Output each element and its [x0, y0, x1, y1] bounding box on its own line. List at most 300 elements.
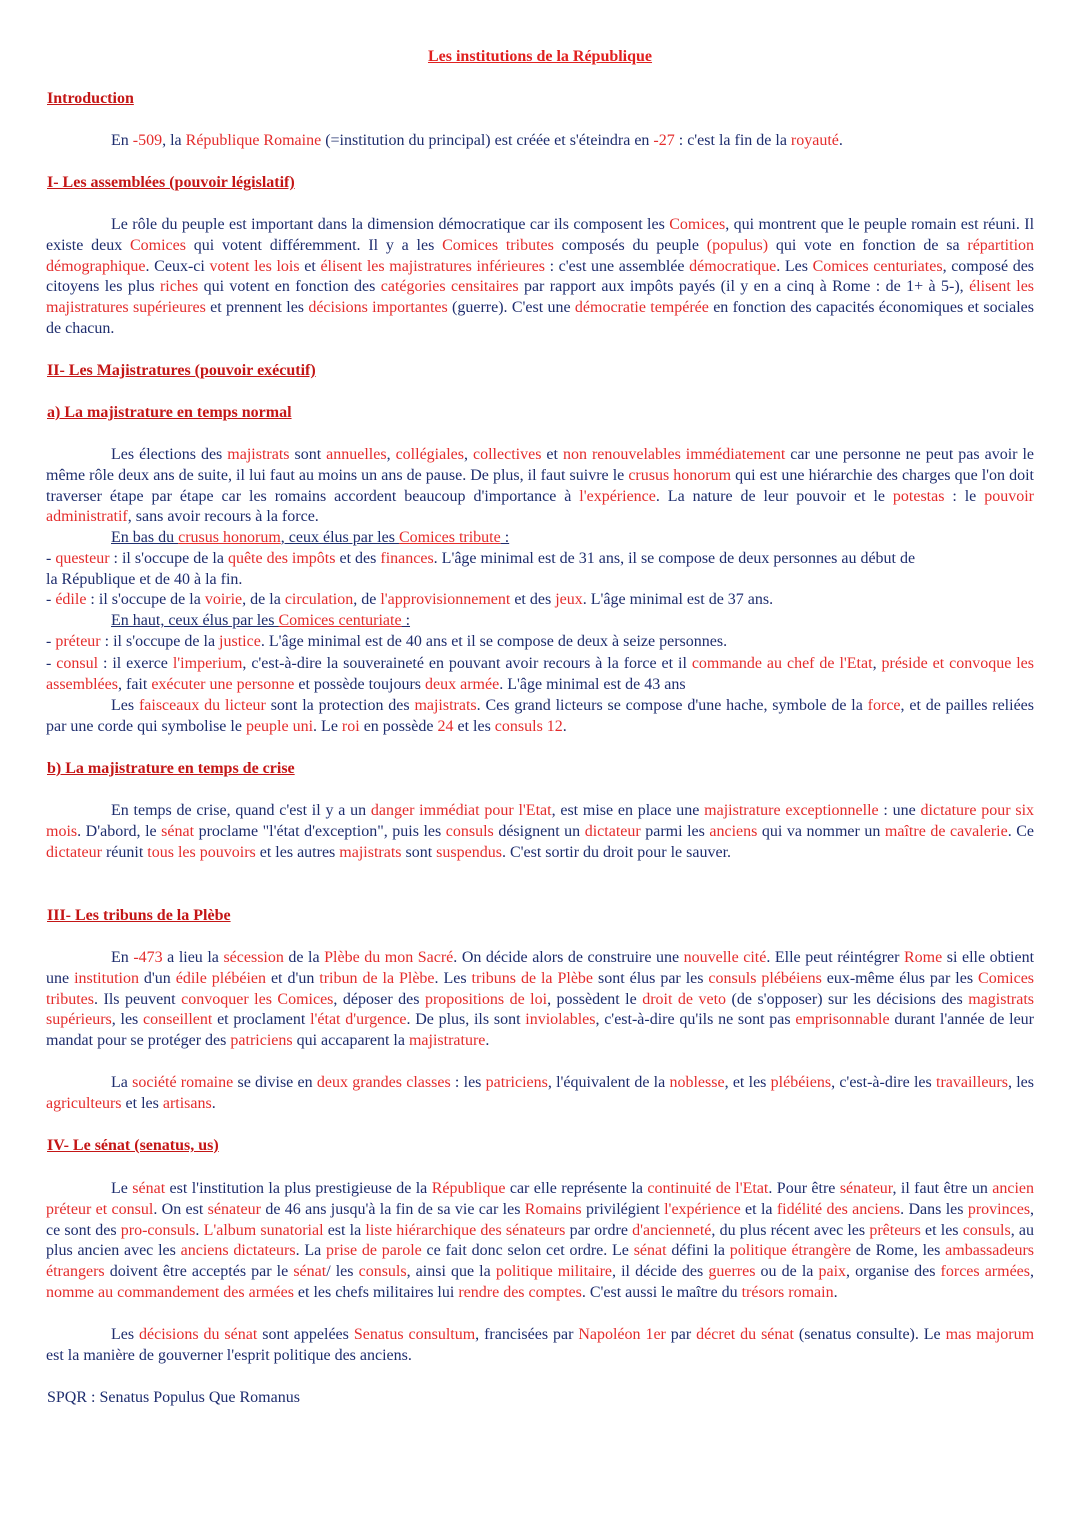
tribunes-paragraph [46, 948, 1034, 1052]
magistrature-normal-paragraph [46, 445, 1034, 528]
highlighted-term: l'approvisionnement [380, 591, 511, 609]
text-run: : c'est une assemblée [544, 257, 690, 275]
highlighted-term: pouvoir administratif [46, 487, 1034, 526]
highlighted-term: l'état d'urgence [310, 1011, 407, 1029]
text-run: de la [283, 949, 325, 966]
text-run: par [665, 1326, 697, 1343]
text-run: ce fait donc selon cet ordre. Le [421, 1242, 634, 1260]
highlighted-term: sénat [132, 1180, 166, 1197]
text-run: , les [1007, 1074, 1034, 1091]
text-run: , [872, 655, 882, 672]
highlighted-term: roi [341, 717, 360, 735]
text-run: et les chefs militaires lui [293, 1283, 459, 1301]
highlighted-term: quête des impôts [227, 549, 336, 567]
text-run: qui va nommer un [757, 822, 885, 840]
text-run: - [46, 591, 56, 609]
text-run: . D'abord, le [77, 822, 162, 840]
text-run: en fonction des capacités économiques et sociales de chacun. [46, 299, 1035, 337]
text-run: , ce sont des [46, 1200, 1035, 1239]
text-run: , composé des citoyens les plus [46, 257, 1035, 296]
highlighted-term: dictateur [584, 822, 641, 840]
highlighted-term: Senatus consultum [353, 1326, 476, 1343]
text-run: (=institution du principal) est créée et s'éteindra en [321, 132, 654, 149]
highlighted-term: consuls 12 [494, 717, 563, 735]
text-run: . C'est sortir du droit pour le sauver. [501, 843, 732, 861]
text-run: , au plus ancien avec les [46, 1221, 1034, 1260]
text-run: qui vote en fonction de sa [768, 236, 968, 254]
highlighted-term: noblesse [669, 1074, 725, 1091]
heading-tribunes: III- Les tribuns de la Plèbe [47, 907, 231, 924]
senate-paragraph [46, 1179, 1034, 1304]
highlighted-term: guerres [708, 1263, 756, 1281]
text-run: . On décide alors de construire une [453, 949, 684, 966]
text-run: , les [111, 1011, 144, 1029]
text-run: , du plus récent avec les [711, 1221, 870, 1239]
highlighted-term: l'expérience [579, 487, 656, 505]
highlighted-term: non renouvelables immédiatement [562, 446, 786, 463]
highlighted-term: Comices tributes [46, 969, 1035, 1008]
text-run: , est mise en place une [551, 802, 705, 819]
text-run: et des [510, 591, 556, 609]
text-run: , ainsi que la [406, 1263, 496, 1281]
text-run: . La nature de leur pouvoir et le [655, 487, 893, 505]
highlighted-term: société romaine [132, 1074, 234, 1091]
text-run: . [485, 1032, 490, 1050]
text-run: . Le [313, 717, 342, 735]
text-run: sont [401, 843, 437, 861]
text-run: ou de la [755, 1263, 819, 1281]
magistrature-crisis-paragraph [46, 801, 1034, 863]
text-run: En temps de crise, quand c'est il y a un [111, 802, 371, 819]
underlined-text: En bas du [111, 529, 179, 546]
highlighted-term: conseillent [143, 1011, 213, 1029]
text-run: . L'âge minimal est de 40 ans et il se compose de deux à seize personnes. [260, 632, 728, 650]
underlined-text: : [401, 612, 411, 630]
underlined-text: , ceux élus par les [280, 529, 399, 546]
highlighted-term: convoquer les Comices [181, 990, 334, 1008]
highlighted-term: Comices centuriates [812, 257, 943, 275]
text-run: de 46 ans jusqu'à la fin de sa vie car les [260, 1200, 525, 1218]
highlighted-term: sénateur [839, 1180, 893, 1197]
text-run: , qui montrent que le peuple romain est réuni. Il existe deux [46, 216, 1035, 254]
highlighted-term: Comices tributes [442, 236, 554, 254]
text-run: qui votent différemment. Il y a les [185, 236, 443, 254]
highlighted-term: -473 [133, 949, 163, 966]
text-run: : il s'occupe de la [109, 549, 228, 567]
highlighted-term: Plèbe du mon Sacré [324, 949, 454, 966]
text-run: , il décide des [612, 1263, 709, 1281]
highlighted-term: tribun de la Plèbe [319, 969, 435, 987]
text-run: a lieu la [162, 949, 224, 966]
highlighted-term: anciens [709, 822, 758, 840]
consul-paragraph [46, 654, 1034, 696]
text-run: , c'est-à-dire la souveraineté en pouvant avoir recours à la force et il [242, 655, 692, 672]
text-run: et proclament [212, 1011, 311, 1029]
highlighted-term: collectives [473, 446, 542, 463]
heading-senate: IV- Le sénat (senatus, us) [47, 1137, 219, 1154]
text-run: : il s'occupe de la [86, 591, 205, 609]
text-run: , fait [117, 675, 152, 693]
text-run: se divise en [233, 1074, 317, 1091]
highlighted-term: anciens dictateurs [180, 1242, 296, 1260]
highlighted-term: (populus) [706, 236, 769, 254]
highlighted-term: peuple uni [245, 717, 314, 735]
highlighted-term: préteur [55, 632, 101, 650]
text-run: En [111, 949, 134, 966]
heading-assemblies: I- Les assemblées (pouvoir législatif) [47, 174, 295, 191]
text-run: . Ces grand licteurs se compose d'une hache, symbole de la [476, 697, 868, 714]
text-run: En [111, 132, 133, 149]
highlighted-term: politique étrangère [729, 1242, 851, 1260]
highlighted-term: décret du sénat [696, 1326, 794, 1343]
highlighted-term: Comices [669, 216, 726, 233]
highlighted-term: L'album sunatorial [203, 1221, 324, 1239]
list-line [46, 632, 1034, 653]
highlighted-term: consuls [445, 822, 494, 840]
highlighted-term: exécuter une personne [151, 675, 295, 693]
highlighted-term: édile plébéien [175, 969, 266, 987]
text-run: . Les [776, 257, 813, 275]
underlined-text: : [500, 529, 510, 546]
text-run: car elle représente la [505, 1180, 648, 1197]
highlighted-term: tous les pouvoirs [147, 843, 256, 861]
text-run: durant l'année de leur mandat pour se protéger des [46, 1011, 1035, 1050]
highlighted-term: provinces [967, 1200, 1031, 1218]
highlighted-term: Comices centuriate [278, 612, 402, 630]
text-run: . L'âge minimal est de 37 ans. [582, 591, 774, 609]
highlighted-term: consuls plébéiens [708, 969, 822, 987]
text-run: et [299, 257, 321, 275]
text-run: . On est [153, 1200, 208, 1218]
highlighted-term: consuls [358, 1263, 407, 1281]
highlighted-term: ancien préteur et consul [46, 1180, 1035, 1218]
page-title: Les institutions de la République [427, 48, 653, 65]
text-run: , [464, 446, 473, 463]
text-run: : il s'occupe de la [100, 632, 220, 650]
highlighted-term: République Romaine [185, 132, 322, 149]
highlighted-term: inviolables [525, 1011, 596, 1029]
text-run: . Dans les [900, 1200, 968, 1218]
highlighted-term: majistrature [408, 1032, 486, 1050]
highlighted-term: l'expérience [664, 1200, 741, 1218]
text-run: . De plus, ils sont [406, 1011, 526, 1029]
list-line [46, 549, 1034, 570]
text-run: : il exerce [98, 655, 173, 672]
highlighted-term: sénateur [207, 1200, 261, 1218]
highlighted-term: droit de veto [642, 990, 727, 1008]
highlighted-term: deux armée [425, 675, 500, 693]
text-run: de Rome, les [850, 1242, 946, 1260]
text-run: par rapport aux impôts payés (il y en a cinq à Rome : de 1+ à 5-), [518, 278, 970, 296]
highlighted-term: institution [74, 969, 139, 987]
highlighted-term: fidélité des anciens [776, 1200, 901, 1218]
highlighted-term: nouvelle cité [683, 949, 767, 966]
heading-magistrature-crisis: b) La majistrature en temps de crise [47, 760, 295, 777]
assemblies-paragraph [46, 215, 1034, 340]
highlighted-term: ambassadeurs étrangers [46, 1242, 1035, 1281]
highlighted-term: forces armées [940, 1263, 1031, 1281]
highlighted-term: sénat [293, 1263, 327, 1281]
text-run: . La [295, 1242, 327, 1260]
highlighted-term: faisceaux du licteur [138, 697, 266, 714]
text-run: , de [353, 591, 381, 609]
text-run: , organise des [846, 1263, 941, 1281]
highlighted-term: collégiales [395, 446, 464, 463]
highlighted-term: patriciens [230, 1032, 293, 1050]
highlighted-term: dictateur [46, 843, 102, 861]
text-run: , [386, 446, 396, 463]
text-run: . Les [434, 969, 472, 987]
text-run: , il faut être un [892, 1180, 993, 1197]
highlighted-term: répartition démographique [46, 236, 1035, 275]
text-run: , c'est-à-dire les [831, 1074, 936, 1091]
highlighted-term: danger immédiat pour l'Etat [370, 802, 552, 819]
text-run: en possède [359, 717, 438, 735]
text-run: est la manière de gouverner l'esprit politique des anciens. [46, 1346, 412, 1364]
text-run: Le [111, 1180, 133, 1197]
text-run: et les [121, 1094, 163, 1112]
text-run: - [46, 632, 56, 650]
highlighted-term: sécession [223, 949, 284, 966]
text-run: est la [323, 1221, 366, 1239]
highlighted-term: nomme au commandement des armées [46, 1283, 294, 1301]
text-run: qui votent en fonction des [198, 278, 381, 296]
text-run: , et de pailles reliées par une corde qui symbolise le [46, 697, 1034, 735]
highlighted-term: potestas [892, 487, 945, 505]
text-run: doivent être acceptés par le [104, 1263, 294, 1281]
highlighted-term: circulation [284, 591, 354, 609]
highlighted-term: voirie [204, 591, 243, 609]
text-run: : c'est la fin de la [674, 132, 791, 149]
text-run: - [46, 549, 56, 567]
text-run: . [195, 1221, 204, 1239]
highlighted-term: force [867, 697, 901, 714]
text-run: . Ceux-ci [145, 257, 210, 275]
intro-paragraph [46, 131, 1034, 152]
text-run: (de s'opposer) sur les décisions des [726, 990, 969, 1008]
highlighted-term: liste hiérarchique des sénateurs [365, 1221, 566, 1239]
highlighted-term: Comices [129, 236, 186, 254]
highlighted-term: République [431, 1180, 506, 1197]
text-run: et les [920, 1221, 963, 1239]
highlighted-term: l'imperium [172, 655, 243, 672]
highlighted-term: suspendus [436, 843, 502, 861]
text-run: (senatus consulte). Le [793, 1326, 946, 1343]
text-run: désignent un [493, 822, 585, 840]
highlighted-term: annuelles [326, 446, 387, 463]
magistrature-offices-list [46, 528, 1034, 653]
highlighted-term: consul [56, 655, 99, 672]
text-run: et des [335, 549, 381, 567]
text-run: d'un [138, 969, 176, 987]
underlined-text: En haut, ceux élus par les [111, 612, 279, 630]
highlighted-term: artisans [162, 1094, 212, 1112]
text-run: - [46, 655, 57, 672]
highlighted-term: trésors romain [741, 1283, 834, 1301]
list-line [46, 611, 1034, 632]
highlighted-term: d'ancienneté [632, 1221, 712, 1239]
highlighted-term: plébéiens [770, 1074, 832, 1091]
highlighted-term: -509 [132, 132, 163, 149]
text-run: sont appelées [257, 1326, 354, 1343]
heading-introduction: Introduction [47, 90, 134, 107]
highlighted-term: préside et convoque les assemblées [46, 655, 1035, 693]
senate-decisions-paragraph [46, 1325, 1034, 1367]
text-run: . Pour être [768, 1180, 840, 1197]
highlighted-term: Napoléon 1er [578, 1326, 666, 1343]
text-run: réunit [101, 843, 148, 861]
text-run: , la [162, 132, 186, 149]
text-run: , et les [724, 1074, 771, 1091]
text-run: . Ils peuvent [94, 990, 182, 1008]
highlighted-term: propositions de loi [424, 990, 548, 1008]
highlighted-term: Rome [904, 949, 943, 966]
highlighted-term: paix [818, 1263, 847, 1281]
highlighted-term: politique militaire [495, 1263, 613, 1281]
text-run: sont la protection des [265, 697, 415, 714]
highlighted-term: crusus honorum [178, 529, 281, 546]
text-run: : les [450, 1074, 486, 1091]
highlighted-term: pro-consuls [120, 1221, 196, 1239]
text-run: si elle obtient une [46, 949, 1035, 987]
highlighted-term: Romains [524, 1200, 582, 1218]
highlighted-term: travailleurs [936, 1074, 1008, 1091]
text-run: . L'âge minimal est de 43 ans [499, 675, 686, 693]
highlighted-term: majistrature exceptionnelle [704, 802, 879, 819]
highlighted-term: emprisonnable [795, 1011, 890, 1029]
highlighted-term: royauté [790, 132, 839, 149]
highlighted-term: 24 [437, 717, 454, 735]
text-run: , l'équivalent de la [547, 1074, 670, 1091]
text-run: et [541, 446, 563, 463]
highlighted-term: majistrats [339, 843, 402, 861]
text-run: et les autres [255, 843, 340, 861]
highlighted-term: riches [159, 278, 199, 296]
text-run: défini la [666, 1242, 730, 1260]
text-run: et possède toujours [294, 675, 426, 693]
text-run: Les [111, 697, 139, 714]
highlighted-term: votent les lois [209, 257, 300, 275]
text-run: . Ce [1007, 822, 1035, 840]
highlighted-term: sénat [633, 1242, 667, 1260]
text-run: , possèdent le [547, 990, 643, 1008]
text-run: la République et de 40 à la fin. [46, 570, 243, 588]
text-run: : une [878, 802, 921, 819]
text-run: . [562, 717, 567, 735]
highlighted-term: justice [219, 632, 261, 650]
text-run: / les [326, 1263, 359, 1281]
text-run: eux-même élus par les [821, 969, 979, 987]
text-run: . L'âge minimal est de 31 ans, il se compose de deux personnes au début de [433, 549, 916, 567]
highlighted-term: mas majorum [945, 1326, 1035, 1343]
highlighted-term: deux grandes classes [316, 1074, 451, 1091]
text-run: et les [453, 717, 495, 735]
list-line [46, 590, 1034, 611]
highlighted-term: maître de cavalerie [884, 822, 1008, 840]
text-run: composés du peuple [553, 236, 707, 254]
text-run: sont élus par les [593, 969, 709, 987]
text-run: privilégient [581, 1200, 665, 1218]
text-run: . [838, 132, 843, 149]
text-run: et d'un [266, 969, 320, 987]
text-run: Le rôle du peuple est important dans la dimension démocratique car ils composent les [111, 216, 670, 233]
highlighted-term: élisent les majistratures inférieures [320, 257, 545, 275]
highlighted-term: majistrats [414, 697, 477, 714]
text-run: . Elle peut réintégrer [766, 949, 904, 966]
text-run: , c'est-à-dire qu'ils ne sont pas [595, 1011, 796, 1029]
highlighted-term: rendre des comptes [458, 1283, 582, 1301]
highlighted-term: élisent les majistratures supérieures [46, 278, 1035, 317]
highlighted-term: décisions du sénat [139, 1326, 258, 1343]
highlighted-term: démocratie tempérée [574, 299, 709, 317]
highlighted-term: continuité de l'Etat [647, 1180, 769, 1197]
text-run: parmi les [640, 822, 710, 840]
highlighted-term: agriculteurs [46, 1094, 122, 1112]
text-run: sont [289, 446, 327, 463]
fasces-paragraph [46, 696, 1034, 738]
text-run: , francisées par [475, 1326, 579, 1343]
highlighted-term: magistrats supérieurs [46, 990, 1034, 1029]
highlighted-term: crusus honorum [628, 466, 732, 484]
text-run: qui accaparent la [292, 1032, 409, 1050]
highlighted-term: décisions importantes [308, 299, 448, 317]
text-run: La [111, 1074, 133, 1091]
highlighted-term: tribuns de la Plèbe [471, 969, 594, 987]
text-run: (guerre). C'est une [447, 299, 575, 317]
text-run: , de la [242, 591, 285, 609]
text-run: et prennent les [205, 299, 309, 317]
text-run: par ordre [565, 1221, 633, 1239]
heading-magistrature-normal: a) La majistrature en temps normal [47, 404, 292, 421]
highlighted-term: prise de parole [326, 1242, 422, 1260]
highlighted-term: jeux [555, 591, 583, 609]
list-line [46, 570, 1034, 591]
text-run: , sans avoir recours à la force. [127, 508, 319, 526]
text-run: et la [740, 1200, 777, 1218]
text-run: proclame "l'état d'exception", puis les [194, 822, 446, 840]
highlighted-term: édile [55, 591, 87, 609]
text-run: est l'institution la plus prestigieuse de la [165, 1180, 432, 1197]
highlighted-term: catégories censitaires [380, 278, 519, 296]
text-run: , [1030, 1263, 1035, 1281]
text-run: Les élections des [111, 446, 228, 463]
highlighted-term: sénat [161, 822, 195, 840]
text-run: , déposer des [333, 990, 425, 1008]
text-run: Les [111, 1326, 140, 1343]
text-run: car une personne ne peut pas avoir le même rôle deux ans de suite, il lui faut au moins un ans de pause. De plus, il faut suivre le [46, 446, 1035, 484]
highlighted-term: Comices tribute [398, 529, 501, 546]
highlighted-term: majistrats [227, 446, 290, 463]
text-run: : le [944, 487, 985, 505]
highlighted-term: démocratique [689, 257, 777, 275]
highlighted-term: questeur [55, 549, 110, 567]
text-run: . C'est aussi le maître du [581, 1283, 742, 1301]
highlighted-term: commande au chef de l'Etat [691, 655, 873, 672]
heading-magistratures: II- Les Majistratures (pouvoir exécutif) [47, 362, 316, 379]
highlighted-term: patriciens [485, 1074, 548, 1091]
highlighted-term: -27 [653, 132, 675, 149]
text-run: qui est une hiérarchie des charges que l'on doit traverser étape par étape car les romains accordent beaucoup d'importance à [46, 466, 1034, 505]
spqr-line: SPQR : Senatus Populus Que Romanus [47, 1389, 300, 1406]
highlighted-term: dictature pour six mois [46, 802, 1035, 840]
roman-society-paragraph [46, 1073, 1034, 1115]
highlighted-term: finances [380, 549, 434, 567]
text-run: . [833, 1283, 838, 1301]
highlighted-term: consuls [962, 1221, 1011, 1239]
highlighted-term: prêteurs [869, 1221, 921, 1239]
text-run: . [211, 1094, 216, 1112]
list-line [46, 528, 1034, 549]
